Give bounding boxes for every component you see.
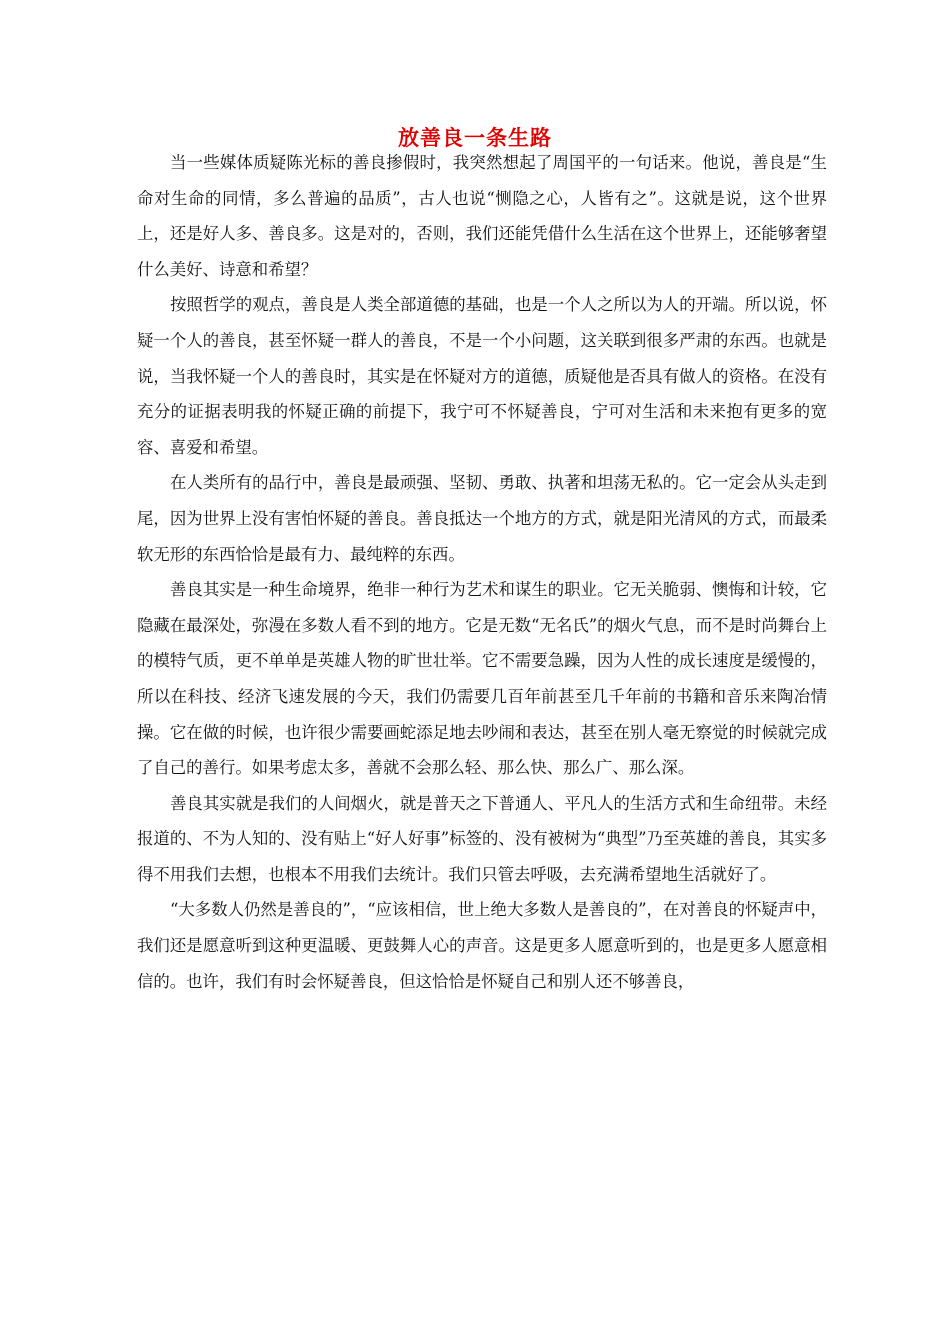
paragraph-6: “大多数人仍然是善良的”，“应该相信，世上绝大多数人是善良的”，在对善良的怀疑声中，我们还是愿意听到这种更温暖、更鼓舞人心的声音。这是更多人愿意听到的，也是更多人愿意相信的。也许，我们有时会怀疑善良，但这恰恰是怀疑自己和别人还不够善良， (137, 900, 827, 991)
article-body (137, 145, 827, 999)
article-title: 放善良一条生路 (398, 126, 552, 150)
paragraph-2: 按照哲学的观点，善良是人类全部道德的基础，也是一个人之所以为人的开端。所以说，怀疑一个人的善良，甚至怀疑一群人的善良，不是一个小问题，这关联到很多严肃的东西。也就是说，当我怀疑一个人的善良时，其实是在怀疑对方的道德，质疑他是否具有做人的资格。在没有充分的证据表明我的怀疑正确的前提下，我宁可不怀疑善良，宁可对生活和未来抱有更多的宽容、喜爱和希望。 (137, 295, 827, 457)
paragraph-1: 当一些媒体质疑陈光标的善良掺假时，我突然想起了周国平的一句话来。他说，善良是“生命对生命的同情，多么普遍的品质”，古人也说“恻隐之心，人皆有之”。这就是说，这个世界上，还是好人多、善良多。这是对的，否则，我们还能凭借什么生活在这个世界上，还能够奢望什么美好、诗意和希望？ (137, 153, 827, 279)
paragraph-5: 善良其实就是我们的人间烟火，就是普天之下普通人、平凡人的生活方式和生命纽带。未经报道的、不为人知的、没有贴上“好人好事”标签的、没有被树为“典型”乃至英雄的善良，其实多得不用我们去想，也根本不用我们去统计。我们只管去呼吸，去充满希望地生活就好了。 (137, 793, 827, 884)
paragraph-4: 善良其实是一种生命境界，绝非一种行为艺术和谋生的职业。它无关脆弱、懊悔和计较，它隐藏在最深处，弥漫在多数人看不到的地方。它是无数“无名氏”的烟火气息，而不是时尚舞台上的模特气质，更不单单是英雄人物的旷世壮举。它不需要急躁，因为人性的成长速度是缓慢的，所以在科技、经济飞速发展的今天，我们仍需要几百年前甚至几千年前的书籍和音乐来陶冶情操。它在做的时候，也许很少需要画蛇添足地去吵闹和表达，甚至在别人毫无察觉的时候就完成了自己的善行。如果考虑太多，善就不会那么轻、那么快、那么广、那么深。 (137, 580, 827, 778)
paragraph-3: 在人类所有的品行中，善良是最顽强、坚韧、勇敢、执著和坦荡无私的。它一定会从头走到尾，因为世界上没有害怕怀疑的善良。善良抵达一个地方的方式，就是阳光清风的方式，而最柔软无形的东西恰恰是最有力、最纯粹的东西。 (137, 473, 827, 564)
